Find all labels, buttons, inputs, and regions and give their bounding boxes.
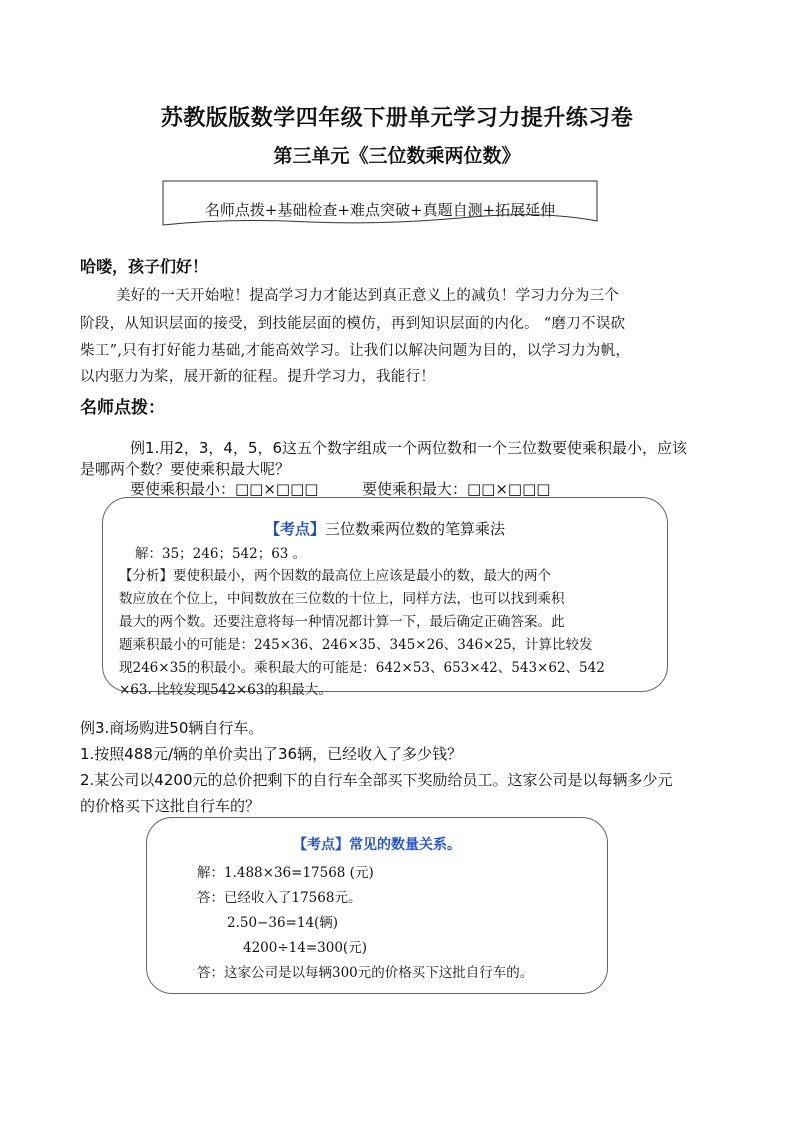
example1-answer-box — [102, 497, 668, 698]
page-title: 苏教版版数学四年级下册单元学习力提升练习卷 — [160, 106, 634, 131]
topic-banner — [160, 178, 600, 228]
analysis-line-4: 题乘积最小的可能是：245×36、246×35、345×26、346×25，计算比较发 — [119, 637, 593, 653]
section-title: 名师点拨： — [80, 398, 165, 418]
banner-text: 名师点拨+基础检查+难点突破+真题自测+拓展延伸 — [204, 201, 556, 219]
solution-line-4: 4200÷14=300(元) — [243, 940, 367, 956]
example1-kaodian — [103, 518, 667, 539]
solution-line-1: 解：1.488×36=17568 (元) — [197, 865, 374, 881]
solution-line-2: 答：已经收入了17568元。 — [197, 890, 362, 906]
example3-question-line-4: 的价格买下这批自行车的？ — [80, 797, 261, 815]
greeting: 哈喽，孩子们好！ — [80, 257, 209, 276]
intro-line-3: 柴工”,只有打好能力基础,才能高效学习。让我们以解决问题为目的，以学习力为帆， — [80, 343, 631, 359]
kaodian-bracket: 【考点】 — [264, 520, 325, 538]
example3-question-line-1: 例3.商场购进50辆自行车。 — [80, 719, 264, 737]
example3-question-line-2: 1.按照488元/辆的单价卖出了36辆，已经收入了多少钱？ — [80, 745, 463, 763]
kaodian-text: 三位数乘两位数的笔算乘法 — [325, 520, 506, 538]
example3-kaodian: 【考点】常见的数量关系。 — [293, 837, 461, 853]
solution-line-3: 2.50−36=14(辆) — [227, 915, 339, 931]
analysis-line-2: 数应放在个位上，中间数放在三位数的十位上，同样方法，也可以找到乘积 — [119, 591, 565, 607]
solution-line-5: 答：这家公司是以每辆300元的价格买下这批自行车的。 — [197, 965, 534, 981]
analysis-line-1: 【分析】要使积最小，两个因数的最高位上应该是最小的数，最大的两个 — [119, 568, 551, 584]
example1-answer: 解：35；246；542；63 。 — [135, 546, 307, 562]
analysis-line-5: 现246×35的积最小。乘积最大的可能是：642×53、653×42、543×62、542 — [119, 660, 605, 676]
analysis-line-6: ×63. 比较发现542×63的积最大。 — [119, 682, 332, 698]
unit-subtitle: 第三单元《三位数乘两位数》 — [273, 145, 521, 167]
intro-line-4: 以内驱力为桨，展开新的征程。提升学习力，我能行！ — [80, 369, 436, 385]
intro-line-2: 阶段，从知识层面的接受，到技能层面的模仿，再到知识层面的内化。 “磨刀不误砍 — [80, 316, 626, 332]
example3-answer-box — [146, 817, 608, 994]
example1-prompt-max: 要使乘积最大：□□×□□□ — [362, 480, 551, 498]
example1-question-line-1: 例1.用2，3，4，5，6这五个数字组成一个两位数和一个三位数要使乘积最小，应该 — [130, 439, 688, 457]
intro-line-1: 美好的一天开始啦！提高学习力才能达到真正意义上的减负！学习力分为三个 — [116, 288, 620, 304]
example1-question-line-2: 是哪两个数？要使乘积最大呢？ — [80, 460, 291, 478]
example1-prompt-min: 要使乘积最小：□□×□□□ — [130, 480, 319, 498]
analysis-line-3: 最大的两个数。还要注意将每一种情况都计算一下，最后确定正确答案。此 — [119, 614, 565, 630]
example3-question-line-3: 2.某公司以4200元的总价把剩下的自行车全部买下奖励给员工。这家公司是以每辆多少元 — [80, 771, 673, 789]
